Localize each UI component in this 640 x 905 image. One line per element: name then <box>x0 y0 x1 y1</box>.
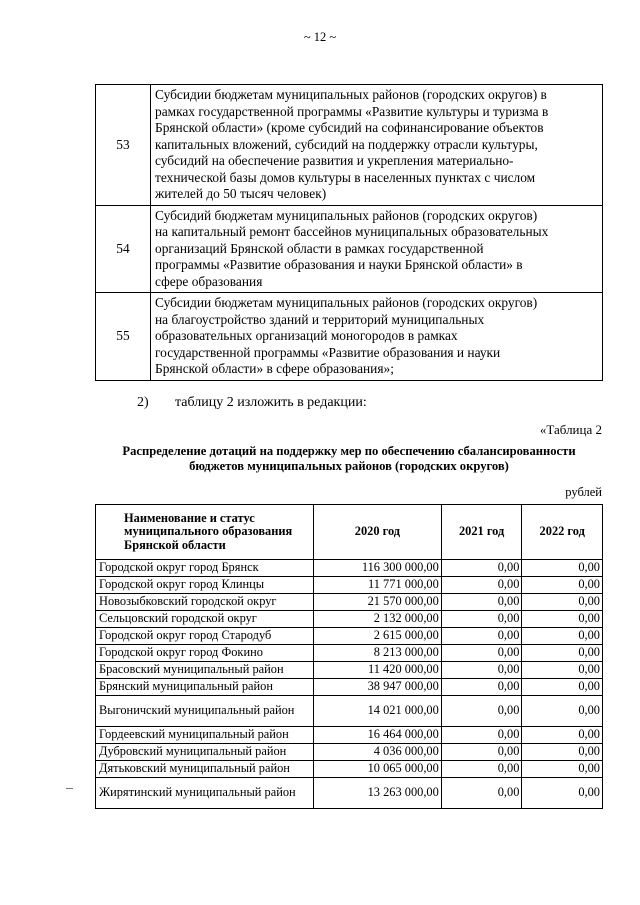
value-2021: 0,00 <box>441 696 522 727</box>
table-title-line: бюджетов муниципальных районов (городских округов) <box>189 459 509 473</box>
table-caption: «Таблица 2 <box>539 422 602 437</box>
value-2021: 0,00 <box>441 645 522 662</box>
header-line: Брянской области <box>124 537 226 552</box>
units-label: рублей <box>565 485 602 499</box>
district-name: Сельцовский городской округ <box>96 611 314 628</box>
table-row <box>96 761 603 778</box>
header-line: муниципального образования <box>124 524 293 539</box>
text-line: Брянской области» в сфере образования»; <box>155 361 394 376</box>
text-line: технической базы домов культуры в населенных пунктах с числом <box>155 169 536 185</box>
table-row <box>96 611 603 628</box>
column-header-name <box>96 505 314 560</box>
table-row <box>96 662 603 679</box>
district-name: Городской округ город Стародуб <box>96 628 314 645</box>
text-line: Субсидии бюджетам муниципальных районов (городских округов) <box>155 295 538 310</box>
value-2021: 0,00 <box>441 577 522 594</box>
table-row <box>96 696 603 727</box>
district-name: Городской округ город Фокино <box>96 645 314 662</box>
row-number: 55 <box>96 293 151 381</box>
text-line: субсидий на обеспечение развития и укрепления материально- <box>155 153 514 168</box>
text-line: государственной программы «Развитие образования и науки <box>155 344 501 360</box>
value-2022: 0,00 <box>522 662 603 679</box>
subsidies-table <box>95 84 603 381</box>
district-name: Городской округ город Клинцы <box>96 577 314 594</box>
value-2020: 8 213 000,00 <box>314 645 442 662</box>
table-row <box>96 85 603 206</box>
page-number: ~ 12 ~ <box>303 30 337 44</box>
row-number: 53 <box>96 85 151 206</box>
value-2022: 0,00 <box>522 577 603 594</box>
row-number: 54 <box>96 205 151 293</box>
value-2021: 0,00 <box>441 778 522 809</box>
table-row <box>96 577 603 594</box>
value-2021: 0,00 <box>441 560 522 577</box>
value-2022: 0,00 <box>522 727 603 744</box>
value-2020: 2 132 000,00 <box>314 611 442 628</box>
column-header-2022: 2022 год <box>522 505 603 560</box>
value-2021: 0,00 <box>441 679 522 696</box>
district-name: Городской округ город Брянск <box>96 560 314 577</box>
value-2022: 0,00 <box>522 778 603 809</box>
value-2020: 4 036 000,00 <box>314 744 442 761</box>
value-2020: 13 263 000,00 <box>314 778 442 809</box>
table-row <box>96 727 603 744</box>
value-2020: 116 300 000,00 <box>314 560 442 577</box>
table-title <box>95 444 603 474</box>
district-name: Гордеевский муниципальный район <box>96 727 314 744</box>
row-description <box>151 293 603 381</box>
list-marker: 2) <box>137 395 149 410</box>
value-2020: 16 464 000,00 <box>314 727 442 744</box>
text-line: образовательных организаций моногородов в рамках <box>155 328 458 343</box>
header-line: Наименование и статус <box>124 510 255 525</box>
header-row <box>96 505 603 560</box>
value-2020: 11 771 000,00 <box>314 577 442 594</box>
value-2022: 0,00 <box>522 761 603 778</box>
table-row <box>96 679 603 696</box>
table-row <box>96 778 603 809</box>
value-2020: 38 947 000,00 <box>314 679 442 696</box>
text-line: капитальных вложений, субсидий на поддержку отрасли культуры, <box>155 136 538 152</box>
value-2022: 0,00 <box>522 744 603 761</box>
table-row <box>96 205 603 293</box>
text-line: на капитальный ремонт бассейнов муниципальных образовательных <box>155 224 549 239</box>
list-item-text: таблицу 2 изложить в редакции: <box>175 395 367 410</box>
value-2020: 11 420 000,00 <box>314 662 442 679</box>
text-line: программы «Развитие образования и науки Брянской области» в <box>155 257 523 272</box>
value-2022: 0,00 <box>522 679 603 696</box>
row-description <box>151 205 603 293</box>
text-line: рамках государственной программы «Развитие культуры и туризма в <box>155 103 549 119</box>
text-line: организаций Брянской области в рамках государственной <box>155 240 484 256</box>
table-row <box>96 628 603 645</box>
district-name: Дятьковский муниципальный район <box>96 761 314 778</box>
table-row <box>96 293 603 381</box>
value-2021: 0,00 <box>441 594 522 611</box>
value-2022: 0,00 <box>522 628 603 645</box>
value-2022: 0,00 <box>522 611 603 628</box>
table-row <box>96 594 603 611</box>
value-2021: 0,00 <box>441 628 522 645</box>
table-row <box>96 560 603 577</box>
text-line: Субсидий бюджетам муниципальных районов (городских округов) <box>155 207 538 223</box>
value-2021: 0,00 <box>441 662 522 679</box>
district-name: Выгоничский муниципальный район <box>96 696 314 727</box>
value-2022: 0,00 <box>522 645 603 662</box>
district-name: Жирятинский муниципальный район <box>96 778 314 809</box>
value-2021: 0,00 <box>441 744 522 761</box>
value-2022: 0,00 <box>522 560 603 577</box>
value-2020: 21 570 000,00 <box>314 594 442 611</box>
table-row <box>96 645 603 662</box>
value-2021: 0,00 <box>441 727 522 744</box>
value-2022: 0,00 <box>522 594 603 611</box>
district-name: Дубровский муниципальный район <box>96 744 314 761</box>
district-name: Брасовский муниципальный район <box>96 662 314 679</box>
text-line: жителей до 50 тысяч человек) <box>155 186 327 201</box>
value-2020: 14 021 000,00 <box>314 696 442 727</box>
list-item-2 <box>137 395 367 411</box>
value-2021: 0,00 <box>441 611 522 628</box>
text-line: Субсидии бюджетам муниципальных районов (городских округов) в <box>155 87 547 102</box>
value-2022: 0,00 <box>522 696 603 727</box>
table-row <box>96 744 603 761</box>
text-line: Брянской области» (кроме субсидий на софинансирование объектов <box>155 120 544 135</box>
district-name: Новозыбковский городской округ <box>96 594 314 611</box>
grants-table <box>95 504 603 809</box>
column-header-2021: 2021 год <box>441 505 522 560</box>
column-header-2020: 2020 год <box>314 505 442 560</box>
value-2020: 2 615 000,00 <box>314 628 442 645</box>
value-2021: 0,00 <box>441 761 522 778</box>
table-title-line: Распределение дотаций на поддержку мер по обеспечению сбалансированности <box>122 444 576 458</box>
district-name: Брянский муниципальный район <box>96 679 314 696</box>
margin-mark <box>66 788 73 789</box>
value-2020: 10 065 000,00 <box>314 761 442 778</box>
row-description <box>151 85 603 206</box>
text-line: сфере образования <box>155 273 263 289</box>
text-line: на благоустройство зданий и территорий муниципальных <box>155 311 485 327</box>
